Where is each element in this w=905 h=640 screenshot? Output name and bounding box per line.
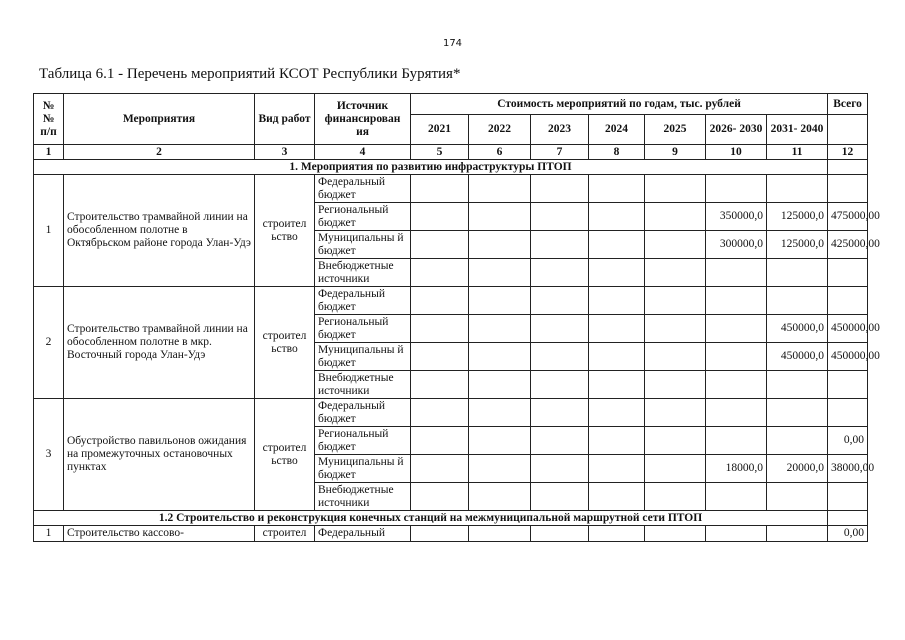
section-empty: [828, 160, 868, 175]
header-type: Вид работ: [255, 94, 315, 145]
cost-cell: [706, 427, 767, 455]
total-cell: 425000,00: [828, 231, 868, 259]
cost-cell: [767, 259, 828, 287]
cost-cell: [469, 175, 531, 203]
cost-cell: [589, 371, 645, 399]
cost-cell: 20000,0: [767, 455, 828, 483]
total-cell: [828, 371, 868, 399]
header-source: Источник финансирован ия: [315, 94, 411, 145]
section-title: 1.2 Строительство и реконструкция конечных станций на межмуниципальной маршрутной сети ПТОП: [34, 511, 828, 526]
funding-source: Региональный бюджет: [315, 315, 411, 343]
col-number: 9: [645, 145, 706, 160]
cost-cell: [411, 231, 469, 259]
header-year-2031-2040: 2031- 2040: [767, 115, 828, 145]
cost-cell: 18000,0: [706, 455, 767, 483]
header-year-2023: 2023: [531, 115, 589, 145]
cost-cell: 125000,0: [767, 231, 828, 259]
cost-cell: [645, 371, 706, 399]
total-cell: 0,00: [828, 526, 868, 542]
cost-cell: [469, 526, 531, 542]
col-number: 12: [828, 145, 868, 160]
header-year-2026-2030: 2026- 2030: [706, 115, 767, 145]
cost-cell: [645, 203, 706, 231]
work-type: строител ьство: [255, 399, 315, 511]
col-number: 3: [255, 145, 315, 160]
cost-cell: [411, 526, 469, 542]
section-row: [34, 511, 868, 526]
cost-cell: [589, 175, 645, 203]
cost-cell: [531, 399, 589, 427]
header-year-2022: 2022: [469, 115, 531, 145]
event-name: Обустройство павильонов ожидания на промежуточных остановочных пунктах: [64, 399, 255, 511]
total-cell: [828, 175, 868, 203]
header-num: № № п/п: [34, 94, 64, 145]
table-row: [34, 287, 868, 315]
total-cell: [828, 259, 868, 287]
cost-cell: 450000,0: [767, 315, 828, 343]
cost-cell: 300000,0: [706, 231, 767, 259]
cost-cell: [589, 427, 645, 455]
cost-cell: [645, 315, 706, 343]
col-number: 6: [469, 145, 531, 160]
cost-cell: [531, 427, 589, 455]
funding-source: Региональный бюджет: [315, 203, 411, 231]
col-number: 4: [315, 145, 411, 160]
cost-cell: [706, 287, 767, 315]
cost-cell: [706, 526, 767, 542]
cost-cell: [411, 203, 469, 231]
row-number: 2: [34, 287, 64, 399]
table-row: [34, 175, 868, 203]
funding-source: Муниципальны й бюджет: [315, 343, 411, 371]
cost-cell: [531, 175, 589, 203]
cost-cell: [531, 259, 589, 287]
total-cell: 450000,00: [828, 343, 868, 371]
cost-cell: [706, 315, 767, 343]
cost-cell: [411, 259, 469, 287]
cost-cell: [706, 483, 767, 511]
cost-cell: [531, 343, 589, 371]
col-number: 11: [767, 145, 828, 160]
cost-cell: [469, 287, 531, 315]
cost-cell: [411, 455, 469, 483]
header-year-2025: 2025: [645, 115, 706, 145]
cost-cell: [589, 287, 645, 315]
cost-cell: [411, 427, 469, 455]
col-number: 7: [531, 145, 589, 160]
event-name: Строительство трамвайной линии на обособленном полотне в Октябрьском районе города Улан-Удэ: [64, 175, 255, 287]
cost-cell: [645, 399, 706, 427]
cost-cell: [531, 371, 589, 399]
funding-source: Муниципальны й бюджет: [315, 231, 411, 259]
col-number: 1: [34, 145, 64, 160]
table-row: [34, 526, 868, 542]
cost-cell: [411, 371, 469, 399]
cost-cell: [645, 455, 706, 483]
cost-cell: [589, 203, 645, 231]
cost-cell: [589, 343, 645, 371]
funding-source: Региональный бюджет: [315, 427, 411, 455]
cost-cell: [706, 371, 767, 399]
cost-cell: [411, 483, 469, 511]
cost-cell: 450000,0: [767, 343, 828, 371]
cost-cell: [645, 427, 706, 455]
funding-source: Федеральный бюджет: [315, 287, 411, 315]
cost-cell: [589, 231, 645, 259]
total-cell: [828, 483, 868, 511]
cost-cell: 125000,0: [767, 203, 828, 231]
row-number: 1: [34, 175, 64, 287]
cost-cell: [645, 231, 706, 259]
cost-cell: [645, 175, 706, 203]
total-cell: [828, 399, 868, 427]
total-cell: [828, 287, 868, 315]
cost-cell: [531, 231, 589, 259]
cost-cell: 350000,0: [706, 203, 767, 231]
cost-cell: [411, 343, 469, 371]
cost-cell: [589, 399, 645, 427]
cost-cell: [645, 287, 706, 315]
row-number: 3: [34, 399, 64, 511]
cost-cell: [469, 399, 531, 427]
cost-cell: [589, 455, 645, 483]
row-number: 1: [34, 526, 64, 542]
table-row: [34, 399, 868, 427]
cost-cell: [645, 526, 706, 542]
total-cell: 0,00: [828, 427, 868, 455]
section-title: 1. Мероприятия по развитию инфраструктуры ПТОП: [34, 160, 828, 175]
column-number-row: [34, 145, 868, 160]
funding-source: Муниципальны й бюджет: [315, 455, 411, 483]
events-table: [33, 93, 880, 542]
cost-cell: [767, 175, 828, 203]
cost-cell: [767, 483, 828, 511]
cost-cell: [411, 175, 469, 203]
col-number: 8: [589, 145, 645, 160]
cost-cell: [469, 455, 531, 483]
cost-cell: [411, 287, 469, 315]
total-cell: 450000,00: [828, 315, 868, 343]
col-number: 5: [411, 145, 469, 160]
funding-source: Внебюджетные источники: [315, 371, 411, 399]
funding-source: Внебюджетные источники: [315, 259, 411, 287]
header-year-2021: 2021: [411, 115, 469, 145]
cost-cell: [767, 399, 828, 427]
header-total-empty: [828, 115, 868, 145]
work-type: строител ьство: [255, 175, 315, 287]
header-year-2024: 2024: [589, 115, 645, 145]
cost-cell: [531, 287, 589, 315]
section-empty: [828, 511, 868, 526]
cost-cell: [589, 315, 645, 343]
cost-cell: [706, 175, 767, 203]
cost-cell: [469, 343, 531, 371]
cost-cell: [469, 483, 531, 511]
cost-cell: [469, 259, 531, 287]
page-number: 174: [442, 38, 463, 49]
event-name: Строительство трамвайной линии на обособленном полотне в мкр. Восточный города Улан-Удэ: [64, 287, 255, 399]
cost-cell: [645, 483, 706, 511]
cost-cell: [531, 203, 589, 231]
cost-cell: [645, 343, 706, 371]
work-type: строител: [255, 526, 315, 542]
funding-source: Федеральный: [315, 526, 411, 542]
cost-cell: [589, 526, 645, 542]
event-name: Строительство кассово-: [64, 526, 255, 542]
header-cost: Стоимость мероприятий по годам, тыс. рублей: [411, 94, 828, 115]
header-total: Всего: [828, 94, 868, 115]
cost-cell: [706, 343, 767, 371]
work-type: строител ьство: [255, 287, 315, 399]
cost-cell: [767, 371, 828, 399]
cost-cell: [411, 399, 469, 427]
total-cell: 38000,00: [828, 455, 868, 483]
cost-cell: [469, 315, 531, 343]
cost-cell: [706, 399, 767, 427]
cost-cell: [469, 203, 531, 231]
cost-cell: [531, 526, 589, 542]
cost-cell: [531, 455, 589, 483]
col-number: 2: [64, 145, 255, 160]
cost-cell: [767, 526, 828, 542]
cost-cell: [469, 427, 531, 455]
cost-cell: [531, 315, 589, 343]
cost-cell: [469, 371, 531, 399]
cost-cell: [706, 259, 767, 287]
total-cell: 475000,00: [828, 203, 868, 231]
cost-cell: [589, 483, 645, 511]
section-row: [34, 160, 868, 175]
col-number: 10: [706, 145, 767, 160]
cost-cell: [767, 287, 828, 315]
cost-cell: [469, 231, 531, 259]
cost-cell: [645, 259, 706, 287]
cost-cell: [589, 259, 645, 287]
cost-cell: [411, 315, 469, 343]
funding-source: Федеральный бюджет: [315, 175, 411, 203]
table-caption: Таблица 6.1 - Перечень мероприятий КСОТ Республики Бурятия*: [39, 66, 461, 82]
funding-source: Федеральный бюджет: [315, 399, 411, 427]
header-event: Мероприятия: [64, 94, 255, 145]
cost-cell: [767, 427, 828, 455]
funding-source: Внебюджетные источники: [315, 483, 411, 511]
cost-cell: [531, 483, 589, 511]
